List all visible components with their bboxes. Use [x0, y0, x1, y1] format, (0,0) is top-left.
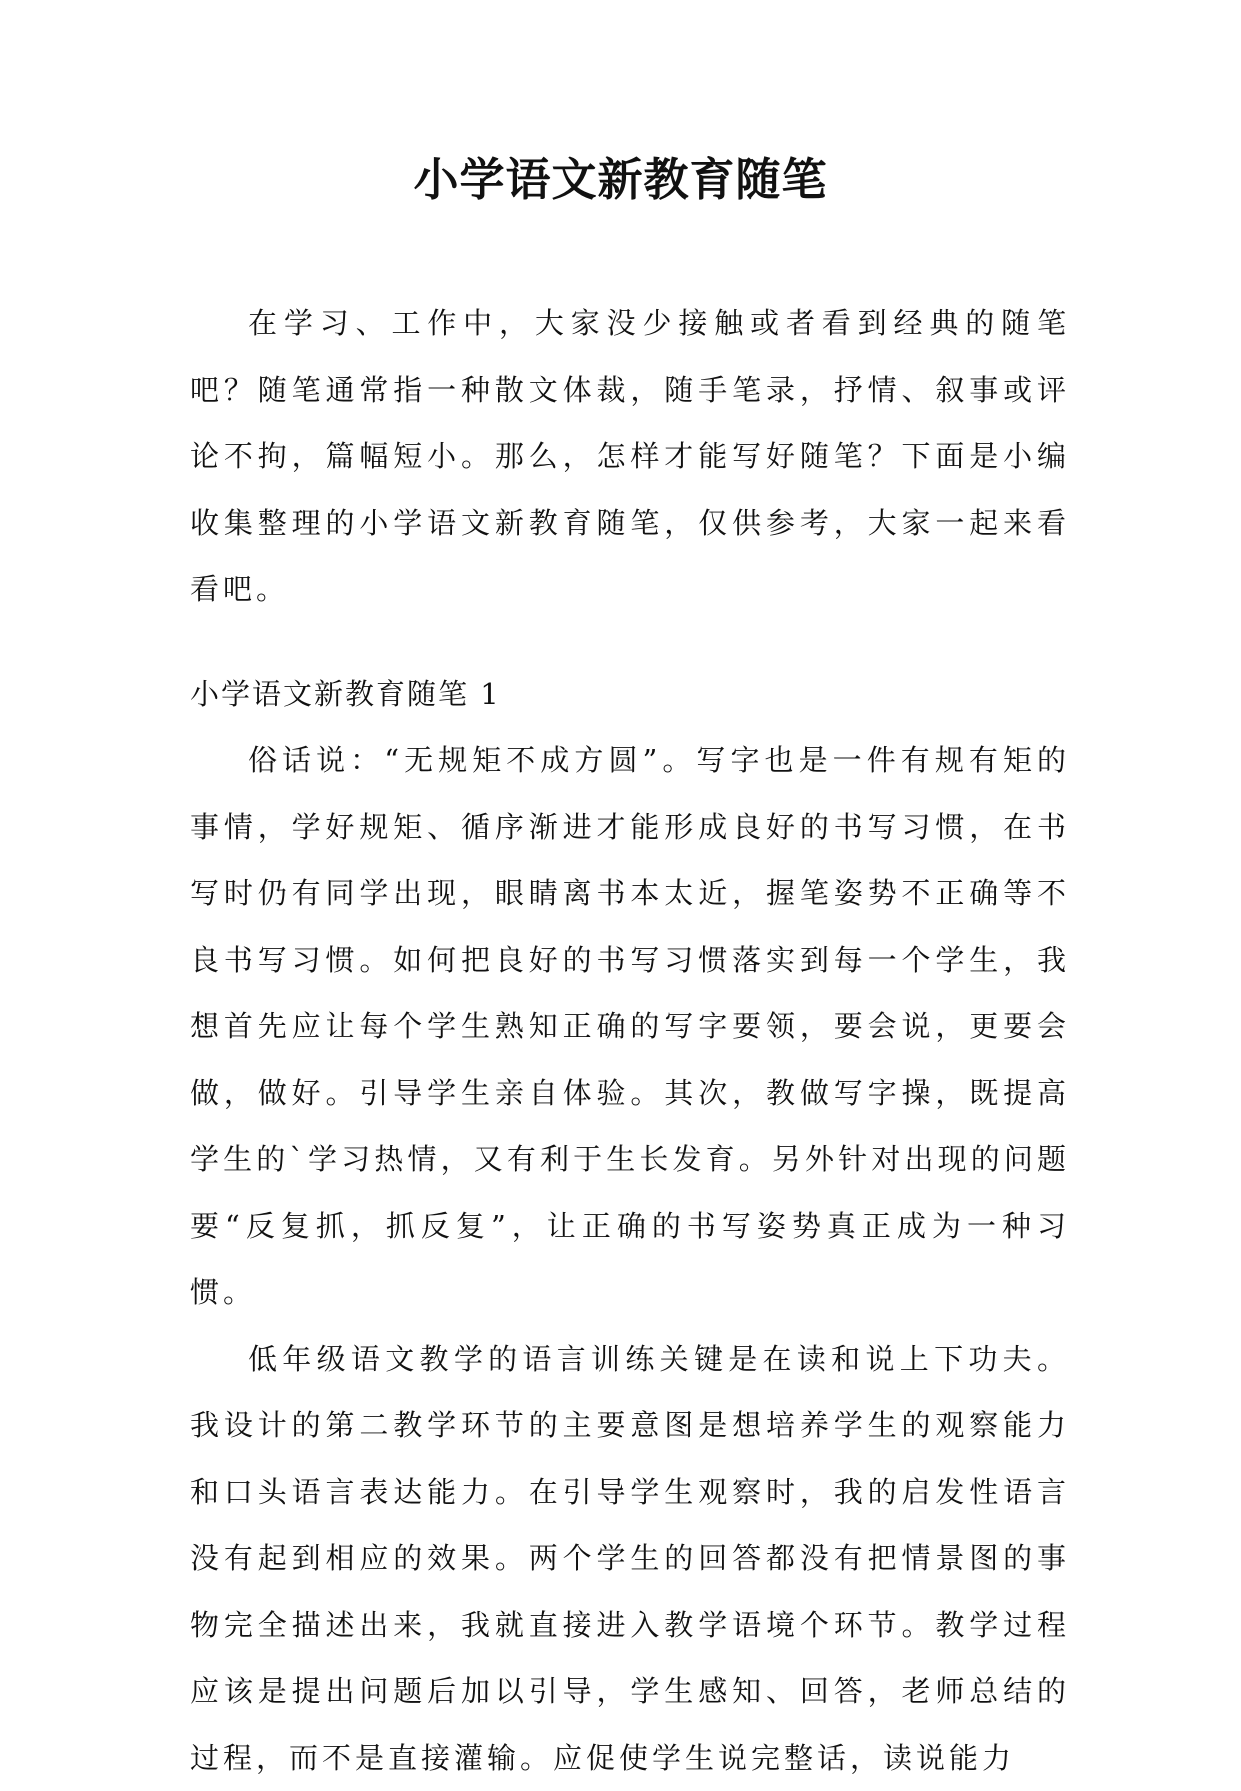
document-title: 小学语文新教育随笔 [0, 150, 1241, 210]
document-body [190, 290, 1070, 1791]
body-paragraph-1: 俗话说：“无规矩不成方圆”。写字也是一件有规有矩的事情，学好规矩、循序渐进才能形成良好的书写习惯，在书写时仍有同学出现，眼睛离书本太近，握笔姿势不正确等不良书写习惯。如何把良好的书写习惯落实到每一个学生，我想首先应让每个学生熟知正确的写字要领，要会说，更要会做，做好。引导学生亲自体验。其次，教做写字操，既提高学生的`学习热情，又有利于生长发育。另外针对出现的问题要“反复抓，抓反复”，让正确的书写姿势真正成为一种习惯。 [190, 727, 1070, 1326]
section-heading: 小学语文新教育随笔 1 [190, 661, 1070, 728]
body-paragraph-2: 低年级语文教学的语言训练关键是在读和说上下功夫。我设计的第二教学环节的主要意图是想培养学生的观察能力和口头语言表达能力。在引导学生观察时，我的启发性语言没有起到相应的效果。两个学生的回答都没有把情景图的事物完全描述出来，我就直接进入教学语境个环节。教学过程应该是提出问题后加以引导，学生感知、回答，老师总结的过程，而不是直接灌输。应促使学生说完整话，读说能力 [190, 1326, 1070, 1791]
intro-paragraph: 在学习、工作中，大家没少接触或者看到经典的随笔吧？随笔通常指一种散文体裁，随手笔录，抒情、叙事或评论不拘，篇幅短小。那么，怎样才能写好随笔？下面是小编收集整理的小学语文新教育随笔，仅供参考，大家一起来看看吧。 [190, 290, 1070, 623]
